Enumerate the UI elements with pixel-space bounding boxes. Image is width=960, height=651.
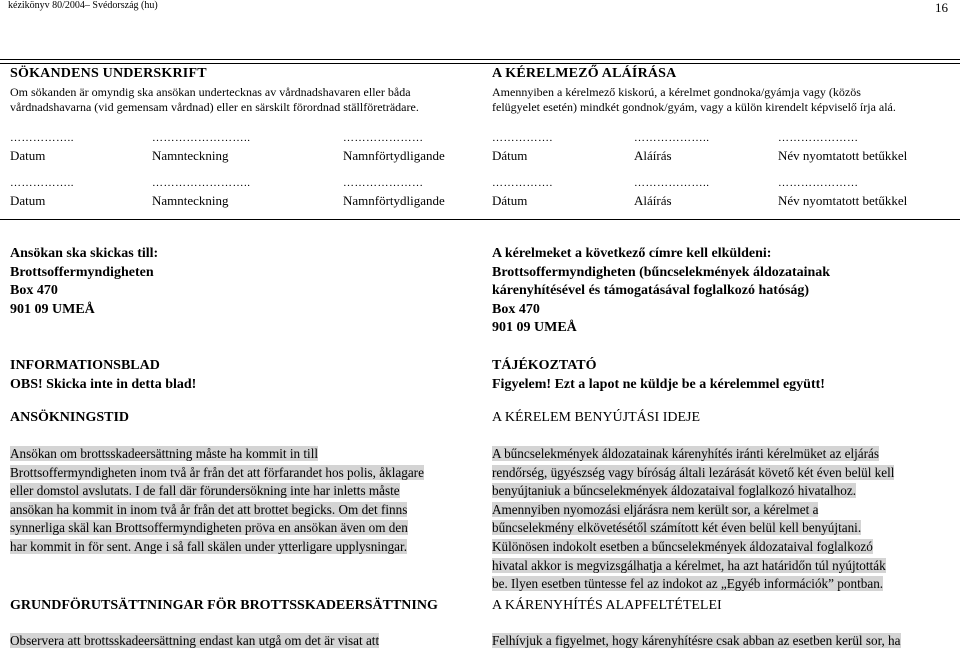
page-number: 16 — [935, 0, 948, 15]
deadline-line: A bűncselekmények áldozatainak kárenyhítés iránti kérelmüket az eljárás — [492, 446, 880, 461]
date-line: …………….. — [10, 132, 74, 144]
signature-line: …………………….. — [152, 177, 251, 189]
deadline-line: eller domstol avslutats. I de fall där förundersökning inte har inletts måste — [10, 483, 400, 499]
deadline-line: Ansökan om brottsskadeersättning måste ha kommit in till — [10, 446, 319, 461]
swedish-address-block — [10, 245, 158, 319]
prereq-title: GRUNDFÖRUTSÄTTNINGAR FÖR BROTTSSKADEERSÄTTNING — [10, 598, 438, 613]
deadline-line: bűncselekmény elkövetésétől számított két éven belül kell benyújtani. — [492, 520, 862, 536]
header-text: kézikönyv 80/2004– Svédország (hu) — [8, 0, 158, 11]
signature-label: Aláírás — [634, 193, 672, 208]
deadline-line: hivatal akkor is megvizsgálhatja a kérelmet, ha azt határidőn túl nyújtották — [492, 557, 886, 573]
deadline-title: ANSÖKNINGSTID — [10, 410, 130, 425]
deadline-line: ansökan ha kommit in inom två år från det att brottet begicks. Om det finns — [10, 501, 408, 517]
name-line: ………………… — [778, 177, 859, 189]
name-line: ………………… — [343, 132, 424, 144]
date-label: Datum — [10, 193, 46, 208]
deadline-line: Különösen indokolt esetben a bűncselekmények áldozataival foglalkozó — [492, 538, 873, 554]
prereq-paragraph — [10, 632, 379, 651]
deadline-line: synnerliga skäl kan Brottsoffermyndigheten pröva en ansökan även om den — [10, 520, 408, 536]
name-line: ………………… — [778, 132, 859, 144]
middle-rule — [0, 219, 960, 220]
hungarian-signature-title: A KÉRELMEZŐ ALÁÍRÁSA — [492, 66, 677, 81]
send-to-heading: A kérelmeket a következő címre kell elküldeni: — [492, 246, 772, 261]
top-rule — [0, 59, 960, 60]
prereq-paragraph — [492, 632, 901, 651]
swedish-deadline-paragraph — [10, 445, 480, 557]
deadline-line: be. Ilyen esetben tüntesse fel az indokot az „Egyéb információk” pontban. — [492, 576, 884, 592]
hungarian-signature-instructions: Amennyiben a kérelmező kiskorú, a kérelmet gondnoka/gyámja vagy (közös felügyelet esetén) mindkét gondnok/gyám, vagy a külön kirendelt képviselő írja alá. — [492, 85, 896, 114]
name-line: ………………… — [343, 177, 424, 189]
info-note: Figyelem! Ezt a lapot ne küldje be a kérelemmel együtt! — [492, 376, 825, 392]
prereq-line: Felhívjuk a figyelmet, hogy kárenyhítésre csak abban az esetben kerül sor, ha — [492, 633, 901, 648]
org-name-line2: kárenyhítésével és támogatásával foglalkozó hatóság) — [492, 283, 810, 298]
date-line: ……………. — [492, 132, 553, 144]
city: 901 09 UMEÅ — [10, 301, 95, 317]
deadline-title: A KÉRELEM BENYÚJTÁSI IDEJE — [492, 410, 701, 425]
top-rule-double — [0, 63, 960, 64]
date-label: Dátum — [492, 148, 528, 163]
deadline-line: Brottsoffermyndigheten inom två år från det att förfarandet hos polis, åklagare — [10, 464, 424, 480]
deadline-line: benyújtaniuk a bűncselekmények áldozataival foglalkozó hivatalhoz. — [492, 483, 856, 499]
date-line: …………….. — [10, 177, 74, 189]
swedish-info-title-block — [10, 357, 196, 394]
hungarian-deadline-paragraph — [492, 445, 957, 594]
city: 901 09 UMEÅ — [492, 320, 577, 335]
signature-label: Aláírás — [634, 148, 672, 163]
date-label: Datum — [10, 148, 46, 163]
signature-line: ……………….. — [634, 177, 710, 189]
date-line: ……………. — [492, 177, 553, 189]
box: Box 470 — [10, 283, 58, 298]
signature-label: Namnteckning — [152, 148, 229, 163]
swedish-signature-title: SÖKANDENS UNDERSKRIFT — [10, 66, 207, 81]
date-label: Dátum — [492, 193, 528, 208]
signature-line: ……………….. — [634, 132, 710, 144]
name-label: Név nyomtatott betűkkel — [778, 148, 908, 163]
signature-line: …………………….. — [152, 132, 251, 144]
info-title: INFORMATIONSBLAD — [10, 358, 160, 373]
name-label: Namnförtydligande — [343, 193, 445, 208]
info-title: TÁJÉKOZTATÓ — [492, 358, 597, 373]
deadline-line: Amennyiben nyomozási eljárásra nem került sor, a kérelmet a — [492, 501, 819, 517]
prereq-title: A KÁRENYHÍTÉS ALAPFELTÉTELEI — [492, 598, 722, 613]
send-to-heading: Ansökan ska skickas till: — [10, 246, 159, 261]
info-note: OBS! Skicka inte in detta blad! — [10, 376, 197, 392]
hungarian-address-block — [492, 245, 830, 338]
org-name: Brottsoffermyndigheten — [10, 264, 154, 280]
swedish-signature-instructions: Om sökanden är omyndig ska ansökan undertecknas av vårdnadshavaren eller båda vårdnadshavarna (vid gemensam vårdnad) eller en särskilt förordnad ställföreträdare. — [10, 85, 419, 114]
deadline-line: har kommit in för sent. Ange i så fall skälen under ytterligare upplysningar. — [10, 538, 407, 554]
name-label: Namnförtydligande — [343, 148, 445, 163]
deadline-line: rendőrség, ügyészség vagy bíróság általi lezárását követő két éven belül kell — [492, 464, 895, 480]
hungarian-info-title-block — [492, 357, 825, 394]
prereq-line: Observera att brottsskadeersättning endast kan utgå om det är visat att — [10, 633, 380, 648]
box: Box 470 — [492, 301, 540, 317]
name-label: Név nyomtatott betűkkel — [778, 193, 908, 208]
signature-label: Namnteckning — [152, 193, 229, 208]
org-name-line1: Brottsoffermyndigheten (bűncselekmények áldozatainak — [492, 264, 831, 280]
